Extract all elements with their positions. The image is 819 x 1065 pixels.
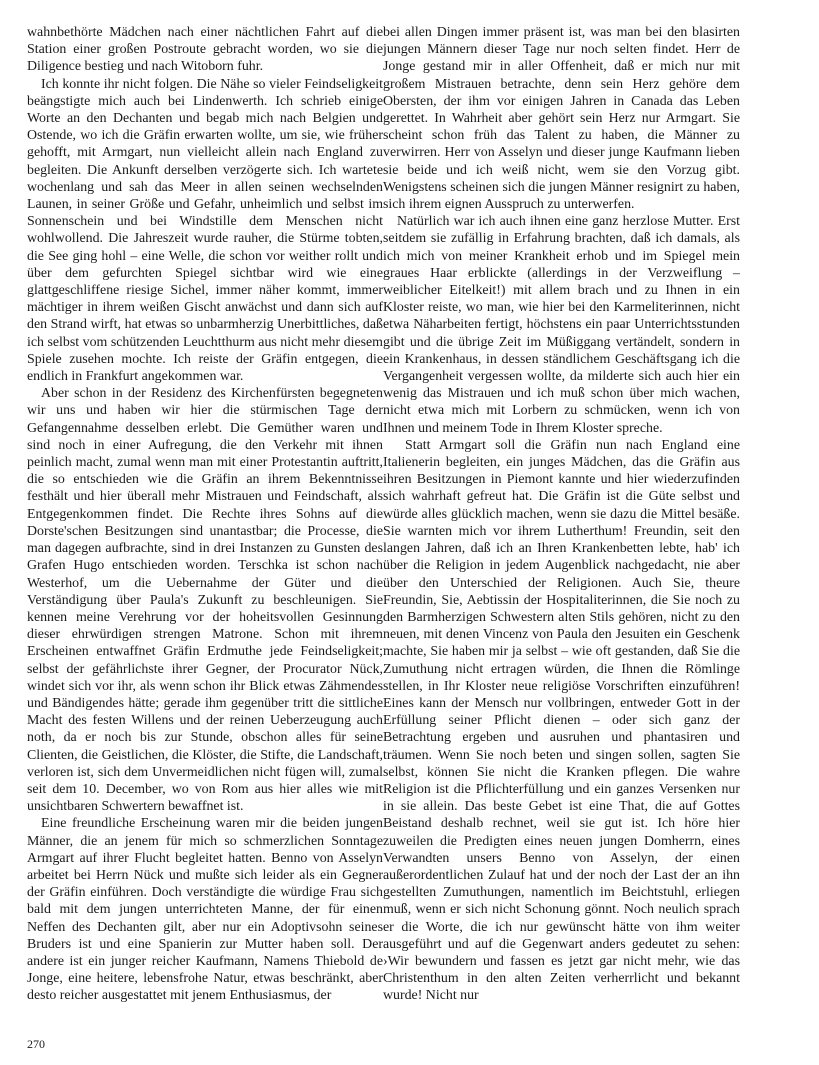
left-column	[27, 24, 383, 1005]
right-column	[383, 24, 740, 1005]
paragraph: Natürlich war ich auch ihnen eine ganz herzlose Mutter. Erst seitdem sie zufällig in Erfahrung brachten, daß ich damals, als ich mich von meiner Krankheit erhob und im Spiegel mein graues Haar erblickte (allerdings in der Verzweiflung – weiblicher Eitelkeit!) mit allem brach und zu Ihnen in ein Kloster reiste, wo man, wie hier bei den Karmeliterinnen, nicht etwa Näharbeiten fertigt, höchstens ein paar Unterrichtsstunden gibt und die übrige Zeit im Müßiggang vertändelt, sondern in ein Krankenhaus, in dessen ständlichem Geschäftsgang ich die Vergangenheit vergessen wollte, da milderte sich auch hier ein wenig das Mistrauen und ich muß schon über mich wachen, nicht etwa mich mit Lorbern zu schmücken, wenn ich von Ihnen und meinem Tode in Ihrem Kloster spreche.	[383, 214, 740, 436]
paragraph: wahnbethörte Mädchen nach einer nächtlichen Fahrt auf die Station einer großen Postroute gebracht worden, wo sie die Diligence bestieg und nach Witoborn fuhr.	[27, 25, 383, 75]
paragraph: Ich konnte ihr nicht folgen. Die Nähe so vieler Feindseligkeit beängstigte mich auch bei Lindenwerth. Ich schrieb einige Worte an den Dechanten und begab mich nach Belgien und Ostende, wo ich die Gräfin erwarten wollte, um sie, wie früher gehofft, mit Armgart, nun vielleicht allein nach England zu begleiten. Die Ankunft derselben verzögerte sich. Ich wartete wochenlang und sah das Meer in allen seinen wechselnden Launen, in seiner Größe und Gefahr, unheimlich und selbst im Sonnenschein und bei Windstille dem Menschen nicht wohlwollend. Die Jahreszeit wurde rauher, die Stürme tobten, die See ging hohl – eine Welle, die schon vor weither rollt und über dem gefurchten Spiegel sichtbar wird wie eine glattgeschliffene riesige Sichel, immer näher kommt, immer mächtiger in ihrem weißen Gischt anwächst und dann sich auf den Strand wirft, hat etwas so unbarmherzig Unerbittliches, daß ich selbst vom schützenden Leuchtthurm aus nicht mehr diesem Spiele zusehen mochte. Ich reiste der Gräfin entgegen, die endlich in Frankfurt angekommen war.	[27, 76, 383, 385]
paragraph: bei allen Dingen immer präsent ist, was man bei den blasirten jungen Männern dieser Tage nur noch selten findet. Herr de Jonge gestand mir in aller Offenheit, daß er mich nur mit großem Mistrauen betrachte, denn sein Herz gehöre dem Obersten, der ihm vor einigen Jahren in Canada das Leben gerettet. In Wahrheit aber gehört sein Herz nur Armgart. Sie scheint schon früh das Talent zu haben, die Männer zu verwirren. Herr von Asselyn und dieser junge Kaufmann lieben sie beide und ich weiß nicht, wem sie den Vorzug gibt. Wenigstens scheinen sich die jungen Männer resignirt zu haben, sich ihrem eignen Ausspruch zu unterwerfen.	[383, 25, 740, 213]
paragraph: Statt Armgart soll die Gräfin nun nach England eine Italienerin begleiten, ein junges Mädchen, das die Gräfin aus ihren Besitzungen in Piemont kannte und hier wiederzufinden sich wahrhaft gefreut hat. Die Gräfin ist die Güte selbst und würde alles glücklich machen, wenn sie dazu die Mittel besäße. Sie warnten mich vor ihrem Lutherthum! Freundin, seit den langen Jahren, daß ich an Ihren Krankenbetten lebte, hab' ich über die Religion in jedem Augenblick nachgedacht, nie aber über den Unterschied der Religionen. Auch Sie, theure Freundin, Sie, Aebtissin der Hospitaliterinnen, die Sie noch zu den Barmherzigen Schwestern alten Stils gehören, nicht zu den neuen, mit denen Vincenz von Paula den Jesuiten ein Geschenk machte, Sie haben mir ja selbst – wie oft gestanden, daß Sie die Zumuthung nicht ertragen würden, die Ihnen die Römlinge stellen, in Ihr Kloster neue religiöse Vorschriften einzuführen! Eines kann der Mensch nur vollbringen, entweder Gott in der Erfüllung seiner Pflicht dienen – oder sich ganz der Betrachtung ergeben und ausruhen und phantasiren und träumen. Wenn Sie noch beten und singen sollen, sagten Sie selbst, können Sie nicht die Kranken pflegen. Die wahre Religion ist die Pflichterfüllung und ein ganzes Versenken nur in sie allein. Das beste Gebet ist eine That, die auf Gottes Beistand deshalb rechnet, weil sie gut ist. Ich höre hier zuweilen die Predigten eines neuen jungen Domherrn, eines Verwandten unsers Benno von Asselyn, der einen außerordentlichen Zulauf hat und der noch der Last der an ihn gestellten Zumuthungen, namentlich im Beichtstuhl, erliegen muß, wenn er sich nicht Schonung gönnt. Noch neulich sprach er die Worte, die ich nur gewünscht hätte von ihm weiter ausgeführt und auf die Gegenwart anders gedeutet zu sehen: ›Wir bewundern und fassen es jetzt gar nicht mehr, wie das Christenthum in den alten Zeiten verherrlicht und bekannt wurde! Nicht nur	[383, 437, 740, 1004]
paragraph: Eine freundliche Erscheinung waren mir die beiden jungen Männer, die an jenem für mich so schmerzlichen Sonntage Armgart auf ihrer Flucht begleitet hatten. Benno von Asselyn arbeitet bei Herrn Nück und mußte sich leider als ein Gegner der Gräfin einführen. Doch verständigte die würdige Frau sich bald mit dem jungen unterrichteten Manne, der für einen Neffen des Dechanten gilt, aber nur ein Adoptivsohn seines Bruders ist und eine Spanierin zur Mutter haben soll. Der andere ist ein junger reicher Kaufmann, Namens Thiebold de Jonge, eine heitere, lebensfrohe Natur, etwas beschränkt, aber desto reicher ausgestattet mit jenem Enthusiasmus, der	[27, 816, 383, 1004]
page-number: 270	[27, 1037, 45, 1051]
paragraph: Aber schon in der Residenz des Kirchenfürsten begegneten wir uns und haben wir hier die stürmischen Tage der Gefangennahme desselben erlebt. Die Gemüther waren und sind noch in einer Aufregung, die den Verkehr mit ihnen peinlich macht, zumal wenn man mit einer Protestantin auftritt, die so entschieden wie die Gräfin an ihrem Bekenntnisse festhält und hier überall mehr Mistrauen und Feindschaft, als Entgegenkommen findet. Die Rechte ihres Sohns auf die Dorste'schen Besitzungen sind unantastbar; die Processe, die man dagegen aufbrachte, sind in drei Instanzen zu Gunsten des Grafen Hugo entschieden worden. Terschka ist schon nach Westerhof, um die Uebernahme der Güter und die Verständigung über Paula's Zukunft zu beschleunigen. Sie kennen meine Verehrung vor der hoheitsvollen Gesinnung dieser ehrwürdigen strengen Matrone. Schon mit ihrem Erscheinen entwaffnet Gräfin Erdmuthe jede Feindseligkeit; selbst der gefährlichste ihrer Gegner, der Procurator Nück, windet sich vor ihr, als wenn schon ihr Blick etwas Zähmendes und Bändigendes hätte; gerade ihm gegenüber tritt die sittliche Macht des festen Willens und der reinen Ueberzeugung auch noth, da er noch bis zur Stunde, obschon alles für seine Clienten, die Geistlichen, die Klöster, die Stifte, die Landschaft, verloren ist, sich dem Unvermeidlichen nicht fügen will, zumal seit dem 10. December, wo von Rom aus hier alles wie mit unsichtbaren Schwertern bewaffnet ist.	[27, 386, 383, 815]
